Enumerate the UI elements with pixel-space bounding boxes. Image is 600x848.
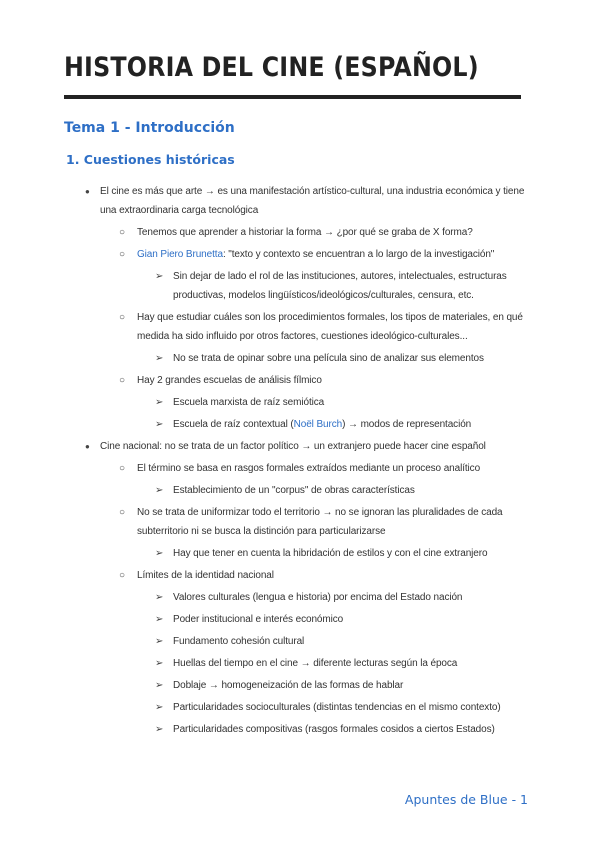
arrow-bullet-icon: ➢ [155,548,164,559]
list-item: ➢ Sin dejar de lado el rol de las instituciones, autores, intelectuales, estructuras productivas, modelos lingüísticos/ideológicos/culturales, censura, etc. [173,267,529,305]
list-item: ➢ Escuela de raíz contextual (Noël Burch) → modos de representación [173,415,529,434]
list-item: ➢ Huellas del tiempo en el cine → diferente lecturas según la época [173,654,529,673]
arrow-bullet-icon: ➢ [155,271,164,282]
circle-bullet-icon: ○ [119,249,125,260]
circle-bullet-icon: ○ [119,227,125,238]
arrow-bullet-icon: ➢ [155,636,164,647]
list-item: ○ Hay que estudiar cuáles son los procedimientos formales, los tipos de materiales, en qué medida ha sido influido por otros factores, cuestiones ideológico-culturales... [137,308,529,346]
topic-heading: Tema 1 - Introducción [64,120,235,136]
section-heading: 1. Cuestiones históricas [66,152,235,167]
list-item: ➢ Valores culturales (lengua e historia) por encima del Estado nación [173,588,529,607]
arrow-bullet-icon: ➢ [155,592,164,603]
list-item: ➢ Poder institucional e interés económico [173,610,529,629]
brunetta-link[interactable]: Gian Piero Brunetta [137,249,223,260]
arrow-bullet-icon: ➢ [155,702,164,713]
arrow-bullet-icon: ➢ [155,680,164,691]
list-item: ➢ Hay que tener en cuenta la hibridación de estilos y con el cine extranjero [173,544,529,563]
arrow-bullet-icon: ➢ [155,614,164,625]
list-item: ➢ Doblaje → homogeneización de las formas de hablar [173,676,529,695]
circle-bullet-icon: ○ [119,463,125,474]
list-item: ➢ Particularidades compositivas (rasgos formales cosidos a ciertos Estados) [173,720,529,739]
circle-bullet-icon: ○ [119,375,125,386]
page-footer: Apuntes de Blue - 1 [404,792,528,807]
arrow-bullet-icon: ➢ [155,419,164,430]
document-title: HISTORIA DEL CINE (ESPAÑOL) [64,52,479,83]
list-item: ● El cine es más que arte → es una manifestación artístico-cultural, una industria económica y tiene una extraordinaria carga tecnológica [100,182,528,220]
disc-bullet-icon: ● [85,442,90,451]
disc-bullet-icon: ● [85,187,90,196]
list-item: ○ Gian Piero Brunetta: "texto y contexto se encuentran a lo largo de la investigación" [137,245,529,264]
arrow-bullet-icon: ➢ [155,658,164,669]
list-item: ➢ Escuela marxista de raíz semiótica [173,393,529,412]
arrow-bullet-icon: ➢ [155,724,164,735]
list-item: ○ Límites de la identidad nacional [137,566,529,585]
notes-list [0,182,600,739]
list-item: ○ Hay 2 grandes escuelas de análisis fílmico [137,371,529,390]
list-item: ○ Tenemos que aprender a historiar la forma → ¿por qué se graba de X forma? [137,223,529,242]
list-item: ➢ Establecimiento de un "corpus" de obras características [173,481,529,500]
circle-bullet-icon: ○ [119,507,125,518]
list-item: ➢ No se trata de opinar sobre una película sino de analizar sus elementos [173,349,529,368]
circle-bullet-icon: ○ [119,570,125,581]
list-item: ➢ Fundamento cohesión cultural [173,632,529,651]
title-underline [64,95,521,99]
circle-bullet-icon: ○ [119,312,125,323]
arrow-bullet-icon: ➢ [155,485,164,496]
list-item: ○ No se trata de uniformizar todo el territorio → no se ignoran las pluralidades de cada subterritorio ni se busca la distinción para particularizarse [137,503,529,541]
list-item: ➢ Particularidades socioculturales (distintas tendencias en el mismo contexto) [173,698,529,717]
list-item: ● Cine nacional: no se trata de un factor político → un extranjero puede hacer cine español [100,437,528,456]
burch-link[interactable]: Noël Burch [293,419,343,430]
arrow-bullet-icon: ➢ [155,353,164,364]
list-item: ○ El término se basa en rasgos formales extraídos mediante un proceso analítico [137,459,529,478]
arrow-bullet-icon: ➢ [155,397,164,408]
